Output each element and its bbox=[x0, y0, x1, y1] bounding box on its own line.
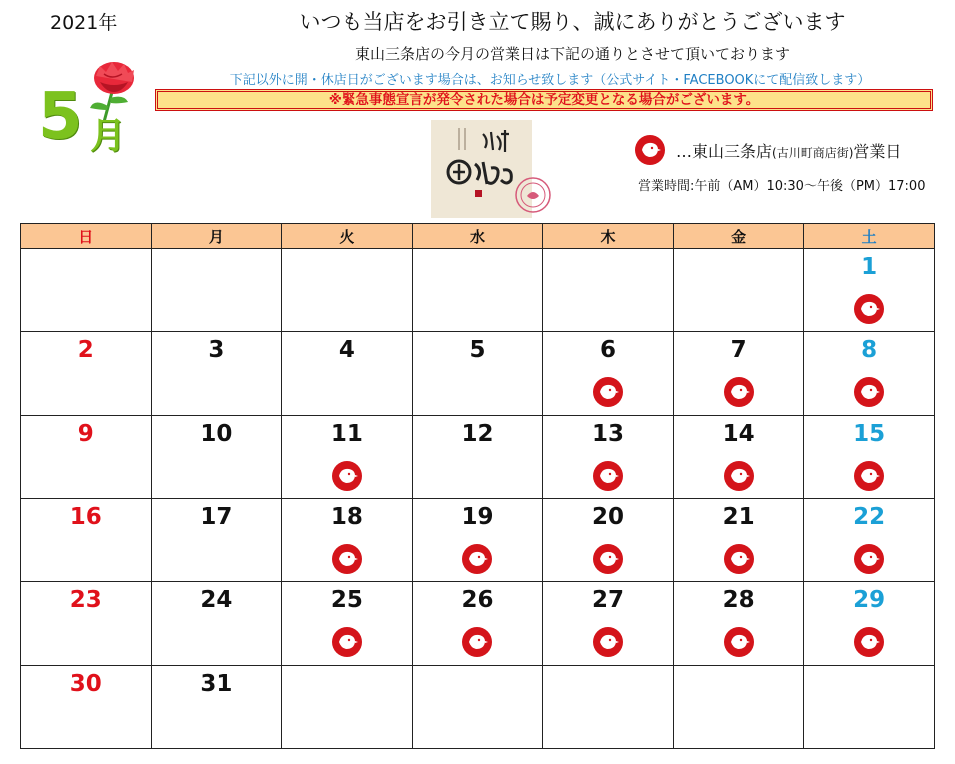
day-number: 6 bbox=[600, 337, 617, 364]
calendar-week-row bbox=[21, 665, 935, 748]
open-day-mark-icon bbox=[723, 460, 755, 492]
legend-suffix: 営業日 bbox=[853, 141, 902, 161]
day-number: 14 bbox=[722, 420, 755, 447]
month-badge bbox=[38, 58, 148, 170]
day-number bbox=[413, 670, 543, 698]
open-day-mark-icon bbox=[461, 626, 493, 658]
weekday-sun: 日 bbox=[21, 224, 152, 249]
business-days-subtitle: 東山三条店の今月の営業日は下記の通りとさせて頂いております bbox=[354, 45, 790, 63]
calendar-day-cell bbox=[21, 332, 152, 415]
calendar-week-row bbox=[21, 249, 935, 332]
calendar-day-cell bbox=[673, 249, 804, 332]
calendar-day-cell bbox=[21, 582, 152, 665]
day-number: 21 bbox=[722, 503, 755, 530]
day-number bbox=[21, 253, 151, 281]
year-label: 2021年 bbox=[50, 12, 118, 34]
weekday-fri: 金 bbox=[673, 224, 804, 249]
day-number bbox=[413, 253, 543, 281]
day-number bbox=[674, 670, 804, 698]
month-kanji: 月 bbox=[90, 116, 127, 157]
day-number: 1 bbox=[861, 254, 878, 280]
calendar-week-row bbox=[21, 415, 935, 498]
calendar-day-cell bbox=[151, 498, 282, 581]
day-number: 15 bbox=[853, 420, 886, 447]
legend-prefix: …東山三条店 bbox=[676, 141, 773, 161]
open-day-mark-icon bbox=[592, 376, 624, 408]
open-day-mark-icon bbox=[331, 543, 363, 575]
calendar-day-cell bbox=[282, 415, 413, 498]
calendar-day-cell bbox=[804, 582, 935, 665]
day-number bbox=[674, 253, 804, 281]
open-day-mark-icon bbox=[853, 293, 885, 325]
calendar-day-cell bbox=[412, 582, 543, 665]
day-number: 8 bbox=[861, 337, 878, 364]
day-number bbox=[282, 253, 412, 281]
day-number: 26 bbox=[461, 587, 494, 614]
day-number: 9 bbox=[77, 420, 94, 447]
schedule-notice: 下記以外に開・休店日がございます場合は、お知らせ致します（公式サイト・FACEBOOKにて配信致します） bbox=[229, 73, 871, 88]
month-number: 5 bbox=[38, 80, 81, 154]
legend-label bbox=[676, 139, 901, 162]
day-number: 17 bbox=[200, 503, 233, 530]
calendar-day-cell bbox=[804, 332, 935, 415]
calendar-day-cell bbox=[804, 665, 935, 748]
calendar-day-cell bbox=[673, 415, 804, 498]
weekday-wed: 水 bbox=[412, 224, 543, 249]
calendar-day-cell bbox=[543, 332, 674, 415]
day-number: 31 bbox=[200, 670, 233, 697]
day-number: 3 bbox=[208, 337, 225, 364]
day-number: 16 bbox=[69, 503, 102, 530]
calendar-week-row bbox=[21, 332, 935, 415]
open-day-mark-icon bbox=[853, 543, 885, 575]
day-number bbox=[282, 670, 412, 698]
day-number: 28 bbox=[722, 587, 755, 614]
day-number bbox=[804, 670, 934, 698]
calendar-day-cell bbox=[282, 249, 413, 332]
day-number bbox=[152, 253, 282, 281]
open-day-mark-icon bbox=[331, 626, 363, 658]
open-day-mark-icon bbox=[853, 460, 885, 492]
open-day-mark-icon bbox=[331, 460, 363, 492]
day-number: 13 bbox=[592, 420, 625, 447]
calendar-day-cell bbox=[282, 582, 413, 665]
open-day-mark-icon bbox=[592, 543, 624, 575]
calendar-day-cell bbox=[151, 665, 282, 748]
calendar-day-cell bbox=[151, 582, 282, 665]
calendar-day-cell bbox=[543, 498, 674, 581]
legend bbox=[634, 133, 901, 167]
weekday-sat: 土 bbox=[804, 224, 935, 249]
day-number: 29 bbox=[853, 587, 886, 614]
calendar-day-cell bbox=[543, 415, 674, 498]
calendar-day-cell bbox=[804, 498, 935, 581]
calendar-day-cell bbox=[412, 249, 543, 332]
calendar-day-cell bbox=[282, 665, 413, 748]
calendar-week-row bbox=[21, 498, 935, 581]
day-number: 12 bbox=[461, 420, 494, 447]
day-number: 24 bbox=[200, 587, 233, 614]
seal-stamp-icon bbox=[514, 176, 552, 214]
open-day-mark-icon bbox=[592, 460, 624, 492]
day-number: 10 bbox=[200, 420, 233, 447]
open-day-mark-icon bbox=[461, 543, 493, 575]
calendar-day-cell bbox=[543, 665, 674, 748]
emergency-warning-banner: ※緊急事態宣言が発令された場合は予定変更となる場合がございます。 bbox=[155, 89, 933, 111]
calendar-day-cell bbox=[412, 415, 543, 498]
open-day-mark-icon bbox=[723, 376, 755, 408]
calendar-day-cell bbox=[543, 249, 674, 332]
day-number: 30 bbox=[69, 670, 102, 697]
calendar-day-cell bbox=[151, 249, 282, 332]
day-number: 4 bbox=[338, 337, 355, 364]
open-day-mark-icon bbox=[723, 543, 755, 575]
calendar-day-cell bbox=[804, 415, 935, 498]
calendar-day-cell bbox=[673, 332, 804, 415]
day-number: 11 bbox=[330, 420, 363, 447]
day-number: 25 bbox=[330, 587, 363, 614]
day-number: 23 bbox=[69, 587, 102, 614]
legend-location: (古川町商店街) bbox=[772, 145, 854, 160]
calendar-day-cell bbox=[412, 665, 543, 748]
red-bird-mark-icon bbox=[634, 134, 666, 166]
calendar-week-row bbox=[21, 582, 935, 665]
day-number: 7 bbox=[730, 337, 747, 364]
day-number: 22 bbox=[853, 503, 886, 530]
calendar-day-cell bbox=[543, 582, 674, 665]
weekday-thu: 木 bbox=[543, 224, 674, 249]
open-day-mark-icon bbox=[853, 376, 885, 408]
day-number bbox=[543, 670, 673, 698]
business-hours: 営業時間:午前（AM）10:30〜午後（PM）17:00 bbox=[638, 179, 926, 194]
day-number: 18 bbox=[330, 503, 363, 530]
day-number: 27 bbox=[592, 587, 625, 614]
calendar-day-cell bbox=[412, 332, 543, 415]
month-calendar bbox=[20, 223, 935, 749]
day-number: 5 bbox=[469, 337, 486, 364]
calendar-day-cell bbox=[21, 665, 152, 748]
open-day-mark-icon bbox=[853, 626, 885, 658]
weekday-tue: 火 bbox=[282, 224, 413, 249]
day-number: 19 bbox=[461, 503, 494, 530]
calendar-day-cell bbox=[673, 498, 804, 581]
calendar-day-cell bbox=[412, 498, 543, 581]
greeting-title: いつも当店をお引き立て賜り、誠にありがとうございます bbox=[299, 10, 846, 34]
day-number bbox=[543, 253, 673, 281]
calendar-day-cell bbox=[673, 665, 804, 748]
calendar-day-cell bbox=[673, 582, 804, 665]
weekday-header-row bbox=[21, 224, 935, 249]
calendar-day-cell bbox=[804, 249, 935, 332]
calendar-day-cell bbox=[282, 332, 413, 415]
calendar-day-cell bbox=[21, 249, 152, 332]
calendar-day-cell bbox=[21, 498, 152, 581]
calendar-day-cell bbox=[21, 415, 152, 498]
open-day-mark-icon bbox=[723, 626, 755, 658]
day-number: 20 bbox=[592, 503, 625, 530]
open-day-mark-icon bbox=[592, 626, 624, 658]
weekday-mon: 月 bbox=[151, 224, 282, 249]
calendar-day-cell bbox=[282, 498, 413, 581]
calendar-day-cell bbox=[151, 415, 282, 498]
calendar-day-cell bbox=[151, 332, 282, 415]
day-number: 2 bbox=[77, 337, 94, 364]
